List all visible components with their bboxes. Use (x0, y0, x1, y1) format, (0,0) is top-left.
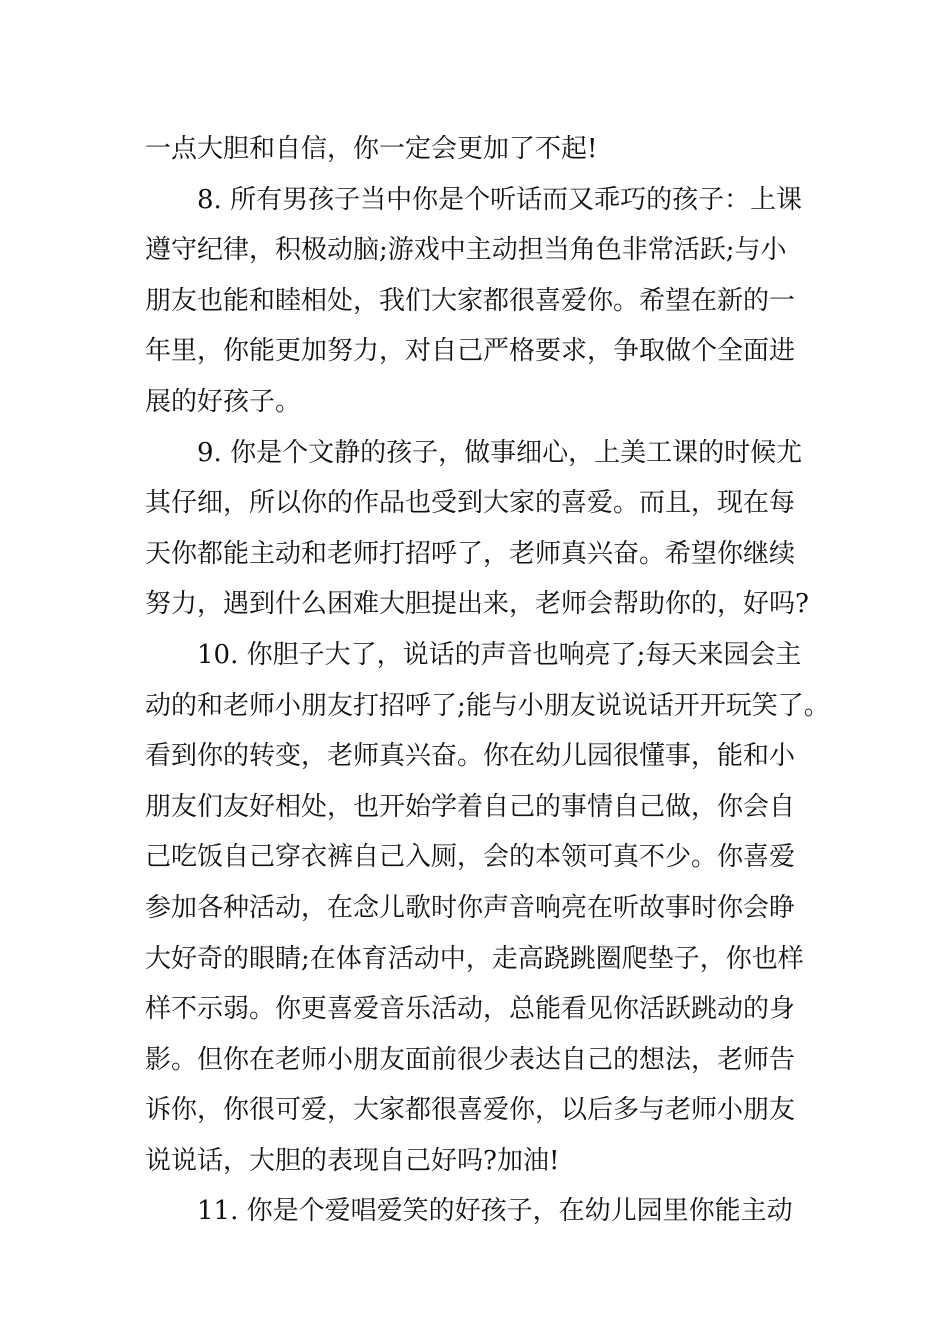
text-line: 朋友也能和睦相处，我们大家都很喜爱你。希望在新的一 (145, 285, 796, 316)
text-line: 己吃饭自己穿衣裤自己入厕，会的本领可真不少。你喜爱 (145, 842, 796, 873)
text-line: 诉你，你很可爱，大家都很喜爱你，以后多与老师小朋友 (145, 1095, 796, 1126)
paragraph-start-line: 10. 你胆子大了，说话的声音也响亮了;每天来园会主 (197, 639, 802, 670)
paragraph-start-line: 8. 所有男孩子当中你是个听话而又乖巧的孩子：上课 (197, 184, 803, 215)
text-line: 天你都能主动和老师打招呼了，老师真兴奋。希望你继续 (145, 538, 796, 569)
text-line: 努力，遇到什么困难大胆提出来，老师会帮助你的，好吗? (145, 589, 809, 620)
text-line: 大好奇的眼睛;在体育活动中，走高跷跳圈爬垫子，你也样 (145, 943, 804, 974)
text-line: 朋友们友好相处，也开始学着自己的事情自己做，你会自 (145, 791, 796, 822)
text-line: 一点大胆和自信，你一定会更加了不起! (145, 134, 598, 164)
paragraph-start-line: 11. 你是个爱唱爱笑的好孩子，在幼儿园里你能主动 (197, 1196, 793, 1227)
text-line: 参加各种活动，在念儿歌时你声音响亮在听故事时你会睁 (145, 892, 796, 923)
paragraph-start-line: 9. 你是个文静的孩子，做事细心，上美工课的时候尤 (197, 437, 803, 468)
document-body (145, 124, 830, 1237)
text-line: 影。但你在老师小朋友面前很少表达自己的想法，老师告 (145, 1044, 796, 1075)
text-line: 展的好孩子。 (145, 386, 302, 417)
text-line: 样不示弱。你更喜爱音乐活动，总能看见你活跃跳动的身 (145, 994, 796, 1025)
text-line: 说说话，大胆的表现自己好吗?加油! (145, 1145, 560, 1176)
text-line: 年里，你能更加努力，对自己严格要求，争取做个全面进 (145, 336, 796, 367)
text-line: 看到你的转变，老师真兴奋。你在幼儿园很懂事，能和小 (145, 741, 796, 772)
text-line: 遵守纪律，积极动脑;游戏中主动担当角色非常活跃;与小 (145, 235, 787, 266)
text-line: 其仔细，所以你的作品也受到大家的喜爱。而且，现在每 (145, 488, 796, 519)
text-line: 动的和老师小朋友打招呼了;能与小朋友说说话开开玩笑了。 (145, 690, 830, 721)
